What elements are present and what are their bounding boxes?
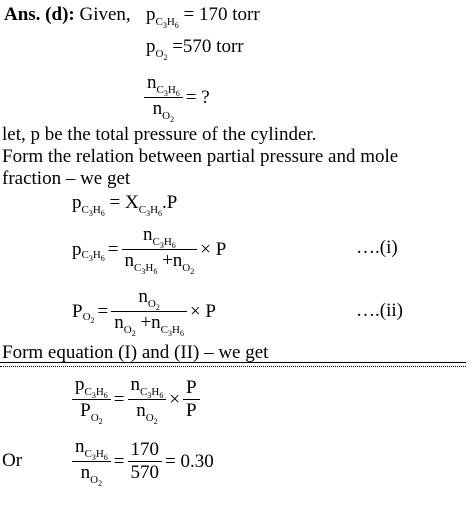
- eq-final: $\frac{n_{C_3H_6}}{n_{O_2}}$ = $\frac{170}{570}$ = 0.30: [72, 436, 217, 487]
- final-numerator: 170: [130, 439, 160, 460]
- o2-subscript: O2: [155, 48, 168, 62]
- given-mole-ratio: [144, 72, 213, 123]
- final-denominator: 570: [130, 462, 160, 483]
- divider-dotted: [0, 366, 466, 367]
- final-result: = 0.30: [165, 450, 214, 472]
- p-o2-value: =570 torr: [172, 36, 244, 57]
- c3h6-subscript: C3H6: [155, 16, 179, 30]
- unknown-value: = ?: [185, 86, 210, 108]
- given-p-c3h6: [146, 4, 260, 29]
- text-line-2: Form the relation between partial pressure and mole: [2, 146, 399, 167]
- text-line-1: let, p be the total pressure of the cylinder.: [2, 124, 317, 145]
- eq-i-fraction: $\frac{n_{C_3H_6}}{n_{C_3H_6} +n_{O_2}}$: [122, 224, 198, 275]
- eq-ii-fraction: $\frac{n_{O_2}}{n_{O_2} +n_{C_3H_6}}$: [111, 286, 187, 337]
- divider-solid: [0, 362, 466, 363]
- answer-heading: [4, 4, 131, 26]
- text-line-3: fraction – we get: [2, 168, 131, 189]
- eq-ii: P $O_2$ = $\frac{n_{O_2}}{n_{O_2} +n_{C_3H_6}}$ × P: [72, 286, 217, 338]
- label-ii: ….(ii): [356, 300, 403, 321]
- given-p-o2: $p_{O_2} =570$ torr: [146, 36, 244, 62]
- p-c3h6-value: = 170 torr: [183, 4, 260, 25]
- eq-partial-pressure-def: $p_{C_3H_6} = X_{C_3H_6}.P$: [72, 192, 178, 218]
- text-line-4: Form equation (I) and (II) – we get: [2, 342, 269, 363]
- p-symbol: p: [146, 4, 156, 25]
- label-i: ….(i): [356, 237, 398, 258]
- or-label: Or: [2, 450, 23, 471]
- answer-label: Ans. (d):: [4, 4, 75, 25]
- eq-i: p $C_3H_6$ = $\frac{n_{C_3H_6}}{n_{C_3H_6} +n_{O_2}}$ × P: [72, 224, 227, 276]
- given-label: Given,: [79, 4, 131, 25]
- eq-ratio: $\frac{p_{C_3H_6}}{P_{O_2}}$ = $\frac{n_{C_3H_6}}{n_{O_2}}$ × $\frac{P}{P}$: [72, 374, 200, 425]
- mole-ratio-fraction: $\frac{n_{C_3H_6}}{n_{O_2}}$: [144, 72, 183, 123]
